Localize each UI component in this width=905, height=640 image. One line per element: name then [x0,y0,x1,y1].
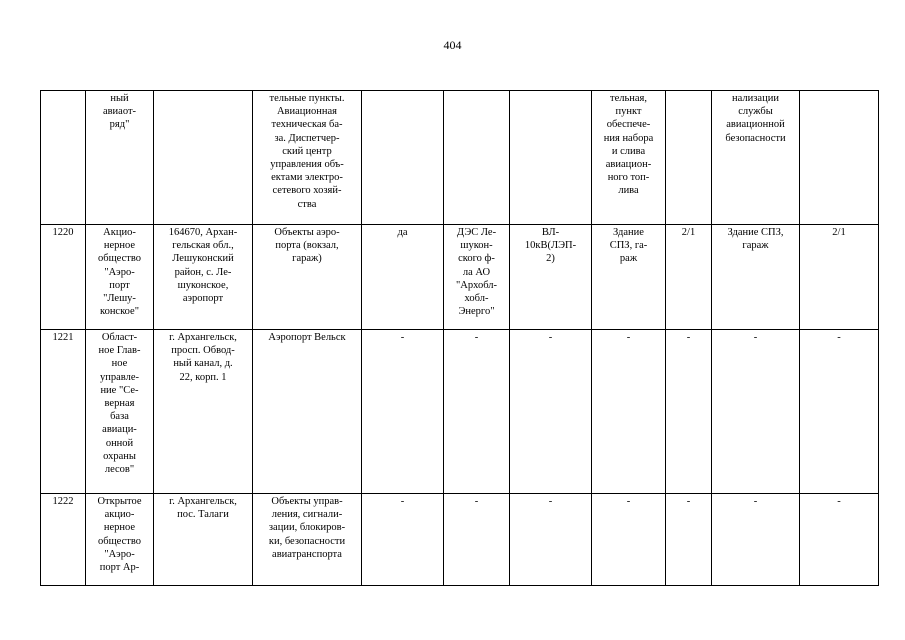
table-cell [41,91,86,225]
table-cell: - [800,494,879,586]
table-cell: 164670, Архан- гельская обл., Лешуконский район, с. Ле- шуконское, аэропорт [154,225,253,330]
table-cell: 1221 [41,330,86,494]
table-cell: Акцио- нерное общество "Аэро- порт "Лешу- конское" [86,225,154,330]
table-cell: - [712,494,800,586]
table-cell [510,91,592,225]
table-row [41,91,879,225]
table-cell: тельная, пункт обеспече- ния набора и слива авиацион- ного топ- лива [592,91,666,225]
table-cell: г. Архангельск, пос. Талаги [154,494,253,586]
table-cell [362,91,444,225]
table-cell: ДЭС Ле- шукон- ского ф- ла АО "Архобл- хобл- Энерго" [444,225,510,330]
table-cell: 2/1 [800,225,879,330]
table-cell: - [510,494,592,586]
table-cell: - [510,330,592,494]
table-cell: - [362,330,444,494]
table-cell: 2/1 [666,225,712,330]
table-cell: 1220 [41,225,86,330]
table-cell [800,91,879,225]
table-cell: Област- ное Глав- ное управле- ние "Се- верная база авиаци- онной охраны лесов" [86,330,154,494]
table-cell: да [362,225,444,330]
table-cell: нализации службы авиационной безопасности [712,91,800,225]
table-cell: - [800,330,879,494]
table-cell: - [592,494,666,586]
table-cell: - [592,330,666,494]
table-cell: 1222 [41,494,86,586]
table-cell: - [362,494,444,586]
table-cell: Здание СПЗ, гараж [712,225,800,330]
table-cell: ВЛ- 10кВ(ЛЭП- 2) [510,225,592,330]
table-cell [154,91,253,225]
document-table [40,90,879,586]
table-cell: Аэропорт Вельск [253,330,362,494]
table-row [41,494,879,586]
table-cell: - [666,494,712,586]
table-cell: ный авиаот- ряд" [86,91,154,225]
table-cell: Объекты управ- ления, сигнали- зации, блокиров- ки, безопасности авиатранспорта [253,494,362,586]
table-cell: Объекты аэро- порта (вокзал, гараж) [253,225,362,330]
table-cell: Открытое акцио- нерное общество "Аэро- порт Ар- [86,494,154,586]
table-cell [666,91,712,225]
table-cell: Здание СПЗ, га- раж [592,225,666,330]
table-cell: - [666,330,712,494]
table-cell: - [712,330,800,494]
table-cell: тельные пункты. Авиационная техническая ба- за. Диспетчер- ский центр управления объ- ектами электро- сетевого хозяй- ства [253,91,362,225]
table-cell [444,91,510,225]
page-number: 404 [443,38,462,52]
table-cell: - [444,330,510,494]
table-cell: г. Архангельск, просп. Обвод- ный канал, д. 22, корп. 1 [154,330,253,494]
table-row [41,330,879,494]
table-cell: - [444,494,510,586]
table-row [41,225,879,330]
